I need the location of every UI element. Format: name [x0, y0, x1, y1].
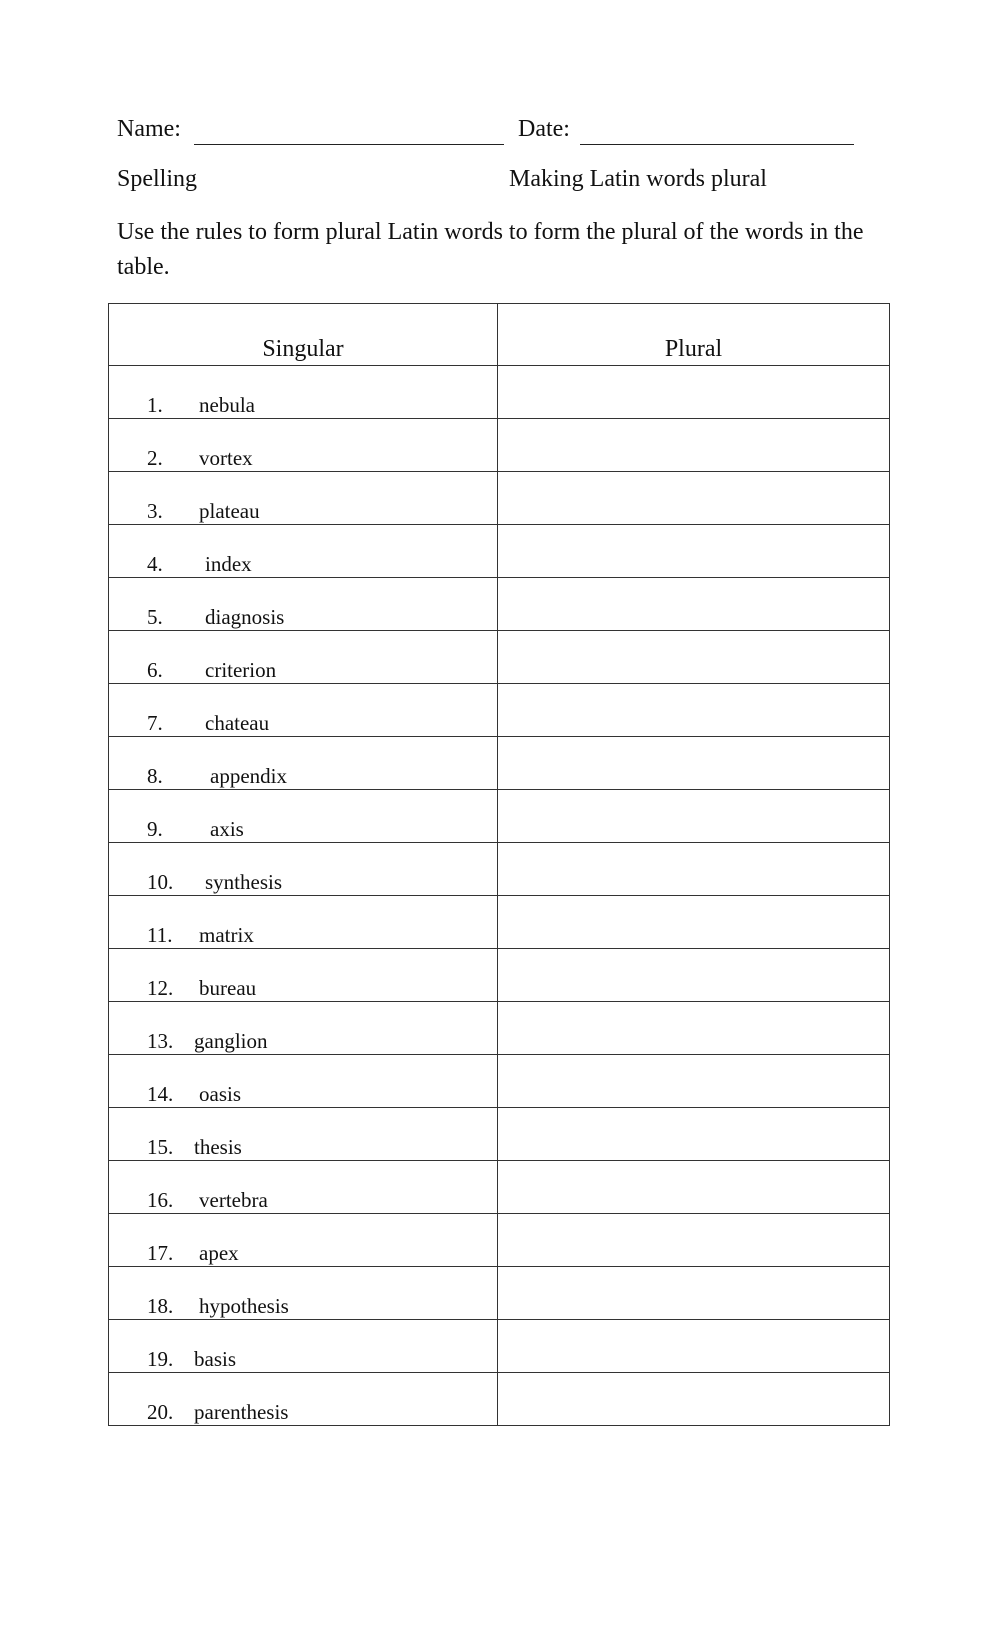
singular-cell-content [109, 949, 497, 1001]
singular-cell [109, 472, 498, 525]
singular-cell [109, 525, 498, 578]
singular-word: hypothesis [199, 1294, 289, 1318]
row-number: 15. [147, 1135, 174, 1159]
plural-answer-input[interactable] [498, 790, 889, 842]
plural-cell[interactable] [498, 1108, 890, 1161]
singular-cell-content [109, 1161, 497, 1213]
plural-answer-input[interactable] [498, 1267, 889, 1319]
singular-cell [109, 790, 498, 843]
table-row [109, 1108, 890, 1161]
singular-cell-content [109, 366, 497, 418]
singular-cell-content [109, 737, 497, 789]
table-row [109, 684, 890, 737]
subject-label: Spelling [117, 166, 198, 192]
singular-cell [109, 1320, 498, 1373]
row-number: 11. [147, 923, 173, 947]
singular-cell [109, 1373, 498, 1426]
row-number: 19. [147, 1347, 174, 1371]
plural-answer-input[interactable] [498, 366, 889, 418]
singular-cell [109, 1267, 498, 1320]
table-row [109, 896, 890, 949]
date-label: Date: [518, 116, 570, 142]
singular-word: index [205, 552, 252, 576]
plural-cell[interactable] [498, 1002, 890, 1055]
plural-answer-input[interactable] [498, 1373, 889, 1425]
plural-cell[interactable] [498, 737, 890, 790]
table-row [109, 419, 890, 472]
plural-answer-input[interactable] [498, 472, 889, 524]
plural-cell[interactable] [498, 1161, 890, 1214]
row-number: 9. [147, 817, 163, 841]
table-body [109, 366, 890, 1426]
singular-cell-content [109, 1108, 497, 1160]
plural-cell[interactable] [498, 1055, 890, 1108]
singular-cell-content [109, 525, 497, 577]
plural-answer-input[interactable] [498, 578, 889, 630]
plural-cell[interactable] [498, 896, 890, 949]
singular-cell-content [109, 1320, 497, 1372]
row-number: 6. [147, 658, 163, 682]
plural-cell[interactable] [498, 684, 890, 737]
singular-cell [109, 684, 498, 737]
row-number: 5. [147, 605, 163, 629]
row-number: 12. [147, 976, 174, 1000]
table-row [109, 1320, 890, 1373]
singular-cell-content [109, 843, 497, 895]
row-number: 8. [147, 764, 163, 788]
date-field[interactable] [580, 124, 854, 145]
table-row [109, 737, 890, 790]
singular-cell [109, 631, 498, 684]
singular-cell-content [109, 1002, 497, 1054]
table-row [109, 472, 890, 525]
table-row [109, 790, 890, 843]
singular-cell [109, 737, 498, 790]
singular-cell-content [109, 1373, 497, 1425]
plural-answer-input[interactable] [498, 843, 889, 895]
singular-cell [109, 419, 498, 472]
plural-answer-input[interactable] [498, 1214, 889, 1266]
plural-cell[interactable] [498, 790, 890, 843]
singular-word: parenthesis [194, 1400, 289, 1424]
singular-cell-content [109, 790, 497, 842]
singular-cell-content [109, 631, 497, 683]
singular-cell-content [109, 1267, 497, 1319]
table-row [109, 1002, 890, 1055]
singular-cell [109, 843, 498, 896]
row-number: 20. [147, 1400, 174, 1424]
plural-answer-input[interactable] [498, 896, 889, 948]
topic-title: Making Latin words plural [509, 166, 767, 192]
singular-word: appendix [210, 764, 287, 788]
name-label: Name: [117, 116, 181, 142]
plural-cell[interactable] [498, 949, 890, 1002]
plural-answer-input[interactable] [498, 525, 889, 577]
row-number: 3. [147, 499, 163, 523]
singular-word: axis [210, 817, 244, 841]
row-number: 1. [147, 393, 163, 417]
singular-word: ganglion [194, 1029, 268, 1053]
singular-word: synthesis [205, 870, 283, 894]
table-row [109, 366, 890, 419]
singular-cell-content [109, 419, 497, 471]
table-row [109, 1373, 890, 1426]
singular-word: criterion [205, 658, 277, 682]
singular-cell-content [109, 896, 497, 948]
singular-cell [109, 1161, 498, 1214]
table-row [109, 578, 890, 631]
singular-word: oasis [199, 1082, 241, 1106]
instructions-text: Use the rules to form plural Latin words to form the plural of the words in the table. [117, 219, 864, 280]
plural-answer-input[interactable] [498, 737, 889, 789]
singular-cell-content [109, 578, 497, 630]
row-number: 7. [147, 711, 163, 735]
plural-cell[interactable] [498, 843, 890, 896]
row-number: 16. [147, 1188, 174, 1212]
plural-answer-input[interactable] [498, 949, 889, 1001]
plural-answer-input[interactable] [498, 1002, 889, 1054]
singular-word: apex [199, 1241, 239, 1265]
plural-cell[interactable] [498, 472, 890, 525]
plural-answer-input[interactable] [498, 1320, 889, 1372]
singular-cell-content [109, 684, 497, 736]
row-number: 2. [147, 446, 163, 470]
column-header-plural: Plural [498, 304, 890, 366]
table-row [109, 631, 890, 684]
plural-cell[interactable] [498, 1267, 890, 1320]
singular-word: plateau [199, 499, 260, 523]
column-header-singular: Singular [109, 304, 498, 366]
singular-word: bureau [199, 976, 257, 1000]
plural-cell[interactable] [498, 1320, 890, 1373]
table-row [109, 949, 890, 1002]
singular-word: diagnosis [205, 605, 285, 629]
singular-cell [109, 1108, 498, 1161]
singular-cell [109, 1214, 498, 1267]
plural-cell[interactable] [498, 419, 890, 472]
singular-word: chateau [205, 711, 270, 735]
row-number: 13. [147, 1029, 174, 1053]
singular-cell [109, 1002, 498, 1055]
table-header-row [109, 304, 890, 366]
plural-answer-input[interactable] [498, 684, 889, 736]
plural-answer-input[interactable] [498, 1161, 889, 1213]
plural-cell[interactable] [498, 525, 890, 578]
singular-word: vertebra [199, 1188, 268, 1212]
plural-cell[interactable] [498, 1373, 890, 1426]
singular-cell-content [109, 1214, 497, 1266]
plural-cell[interactable] [498, 631, 890, 684]
plural-answer-input[interactable] [498, 1055, 889, 1107]
row-number: 18. [147, 1294, 174, 1318]
singular-cell [109, 949, 498, 1002]
singular-word: matrix [199, 923, 254, 947]
singular-word: vortex [199, 446, 253, 470]
table-row [109, 843, 890, 896]
plural-cell[interactable] [498, 1214, 890, 1267]
table-row [109, 1214, 890, 1267]
table-row [109, 1161, 890, 1214]
table-row [109, 1055, 890, 1108]
singular-cell-content [109, 472, 497, 524]
row-number: 14. [147, 1082, 174, 1106]
plural-answer-input[interactable] [498, 1108, 889, 1160]
singular-word: basis [194, 1347, 236, 1371]
singular-cell [109, 366, 498, 419]
singular-cell [109, 896, 498, 949]
singular-cell [109, 578, 498, 631]
table-row [109, 1267, 890, 1320]
word-table [108, 303, 890, 1426]
row-number: 4. [147, 552, 163, 576]
singular-word: nebula [199, 393, 255, 417]
row-number: 17. [147, 1241, 174, 1265]
plural-answer-input[interactable] [498, 631, 889, 683]
singular-cell-content [109, 1055, 497, 1107]
plural-cell[interactable] [498, 366, 890, 419]
table-row [109, 525, 890, 578]
singular-word: thesis [194, 1135, 242, 1159]
plural-cell[interactable] [498, 578, 890, 631]
singular-cell [109, 1055, 498, 1108]
row-number: 10. [147, 870, 174, 894]
plural-answer-input[interactable] [498, 419, 889, 471]
name-field[interactable] [194, 124, 504, 145]
